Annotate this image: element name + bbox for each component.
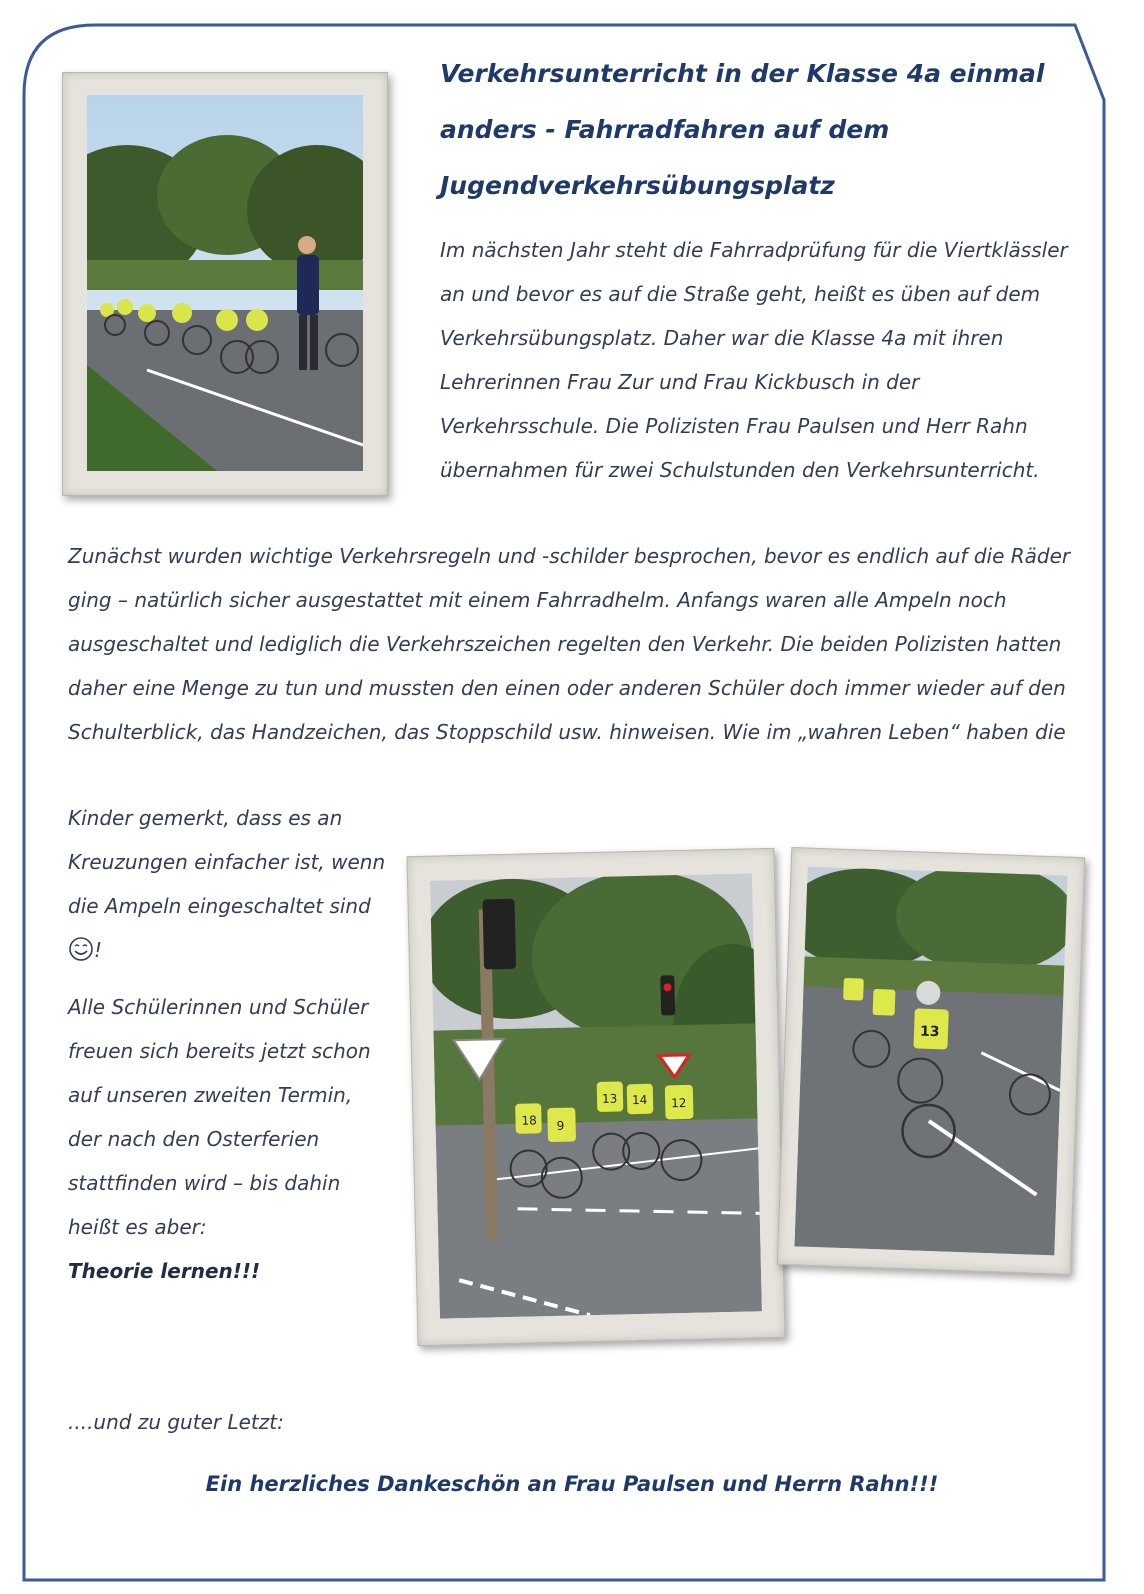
photo-frame-top xyxy=(62,72,388,496)
photo-cyclists-riding xyxy=(794,867,1067,1256)
bib-9: 9 xyxy=(556,1118,565,1133)
bib-13-riding: 13 xyxy=(919,1023,940,1041)
body-paragraph: Zunächst wurden wichtige Verkehrsregeln und -schilder besprochen, bevor es endlich auf die Räder ging – natürlich sicher ausgestattet mit einem Fahrradhelm. Anfangs waren alle Ampeln noch ausgeschaltet und lediglich die Verkehrszeichen regelten den Verkehr. Die beiden Polizisten hatten daher eine Menge zu tun und mussten den einen oder anderen Schüler doch immer wieder auf den Schulterblick, das Handzeichen, das Stoppschild usw. hinweisen. Wie im „wahren Leben“ haben die xyxy=(68,544,1071,744)
body-continuation xyxy=(68,796,388,972)
intro-paragraph: Im nächsten Jahr steht die Fahrradprüfung für die Viertklässler an und bevor es auf die Straße geht, heißt es üben auf dem Verkehrsübungsplatz. Daher war die Klasse 4a mit ihren Lehrerinnen Frau Zur und Frau Kickbusch in der Verkehrsschule. Die Polizisten Frau Paulsen und Herr Rahn übernahmen für zwei Schulstunden den Verkehrsunterricht. xyxy=(440,238,1068,482)
smiley-icon xyxy=(68,936,94,962)
side-emphasis: Theorie lernen!!! xyxy=(68,1259,261,1283)
closing-lead: ....und zu guter Letzt: xyxy=(68,1410,284,1434)
article-title: Verkehrsunterricht in der Klasse 4a einmal anders - Fahrradfahren auf dem Jugendverkehrsübungsplatz xyxy=(440,59,1045,200)
bib-12: 12 xyxy=(671,1095,687,1111)
bib-14: 14 xyxy=(631,1092,648,1108)
photo-frame-intersection xyxy=(406,848,785,1346)
side-text: Alle Schülerinnen und Schüler freuen sich bereits jetzt schon auf unseren zweiten Termin, der nach den Osterferien stattfinden wird – bis dahin heißt es aber: xyxy=(68,995,371,1239)
side-paragraph xyxy=(68,985,388,1293)
bib-18: 18 xyxy=(521,1113,537,1128)
photo-cyclists-with-officer xyxy=(87,95,363,471)
closing-thanks: Ein herzliches Dankeschön an Frau Paulsen und Herrn Rahn!!! xyxy=(205,1472,939,1496)
bib-13: 13 xyxy=(601,1091,618,1106)
body-continuation-text: Kinder gemerkt, dass es an Kreuzungen einfacher ist, wenn die Ampeln eingeschaltet sind xyxy=(68,806,386,918)
photo-frame-riding xyxy=(777,847,1085,1275)
body-continuation-end: ! xyxy=(94,938,103,962)
photo-cyclists-at-traffic-light xyxy=(430,873,762,1318)
